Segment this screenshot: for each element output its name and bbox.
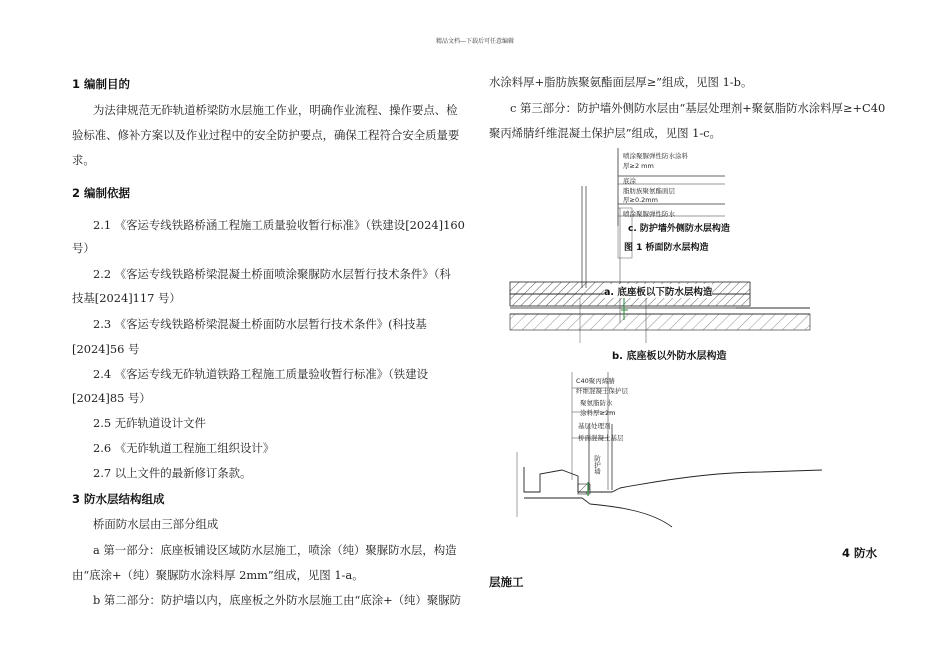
reference-line: 2.4 《客运专线无砟轨道铁路工程施工质量验收暂行标准》（铁建设: [93, 367, 428, 381]
layer-label: 脂肪族聚氨酯面层: [623, 187, 675, 195]
layer-label: 底涂: [623, 177, 636, 185]
reference-line: 技基[2024]117 号）: [72, 291, 181, 305]
section-4-title: 4 防水: [842, 546, 878, 560]
layer-label: 涂料厚≥2m: [580, 409, 616, 417]
reference-line: [2024]85 号）: [72, 391, 151, 405]
figure-1-lower-diagram: [512, 372, 822, 532]
paragraph-line: 求。: [72, 153, 95, 167]
figure-caption-c: c. 防护墙外侧防水层构造: [628, 224, 730, 234]
reference-line: 2.1 《客运专线铁路桥涵工程施工质量验收暂行标准》（铁建设[2024]160: [93, 218, 465, 232]
section-3-title: 3 防水层结构组成: [72, 492, 165, 506]
reference-line: 号）: [72, 241, 95, 255]
wall-label: 防护墙: [593, 455, 601, 475]
page-header: 精品文档---下载后可任意编辑: [435, 38, 515, 45]
layer-label: 厚≥2 mm: [623, 162, 654, 170]
paragraph-line: c 第三部分：防护墙外侧防水层由“基层处理剂+聚氨脂防水涂料厚≥+C40: [510, 101, 886, 115]
layer-label: 聚氨脂防水: [580, 399, 613, 407]
reference-line: 2.6 《无砟轨道工程施工组织设计》: [93, 441, 275, 455]
layer-label: 桥面混凝土基层: [578, 434, 624, 442]
reference-line: 2.7 以上文件的最新修订条款。: [93, 466, 252, 480]
figure-caption-b: b. 底座板以外防水层构造: [612, 351, 727, 362]
section-4-title-continued: 层施工: [489, 575, 524, 589]
layer-label: 基层处理剂: [578, 422, 611, 430]
layer-label: 厚≥0.2mm: [623, 196, 658, 204]
paragraph-line: b 第二部分：防护墙以内，底座板之外防水层施工由“底涂+（纯）聚脲防: [93, 593, 462, 607]
reference-line: 2.5 无砟轨道设计文件: [93, 416, 206, 430]
section-2-title: 2 编制依据: [72, 186, 131, 200]
layer-label: 喷涂聚脲弹性防水涂料: [623, 152, 688, 160]
paragraph-line: 水涂料厚+脂肪族聚氨酯面层厚≥”组成，见图 1-b。: [489, 75, 753, 89]
paragraph-line: 桥面防水层由三部分组成: [93, 517, 219, 531]
reference-line: 2.2 《客运专线铁路桥梁混凝土桥面喷涂聚脲防水层暂行技术条件》（科: [93, 267, 451, 281]
section-1-title: 1 编制目的: [72, 77, 131, 91]
layer-label: 喷涂聚脲弹性防水: [623, 210, 675, 218]
paragraph-line: 为法律规范无砟轨道桥梁防水层施工作业，明确作业流程、操作要点、检: [93, 103, 458, 117]
reference-line: [2024]56 号: [72, 342, 140, 356]
figure-1-caption: 图 1 桥面防水层构造: [624, 243, 709, 253]
paragraph-line: 由“底涂+（纯）聚脲防水涂料厚 2mm”组成，见图 1-a。: [72, 568, 364, 582]
layer-label: 纤维混凝土保护层: [576, 387, 628, 395]
paragraph-line: 聚丙烯腈纤维混凝土保护层”组成，见图 1-c。: [489, 126, 721, 140]
reference-line: 2.3 《客运专线铁路桥梁混凝土桥面防水层暂行技术条件》(科技基: [93, 317, 427, 331]
paragraph-line: 验标准、修补方案以及作业过程中的安全防护要点，确保工程符合安全质量要: [72, 128, 460, 142]
paragraph-line: a 第一部分：底座板铺设区域防水层施工，喷涂（纯）聚脲防水层，构造: [93, 543, 457, 557]
layer-label: C40聚丙烯腈: [576, 377, 615, 385]
figure-caption-a: a. 底座板以下防水层构造: [604, 284, 712, 298]
